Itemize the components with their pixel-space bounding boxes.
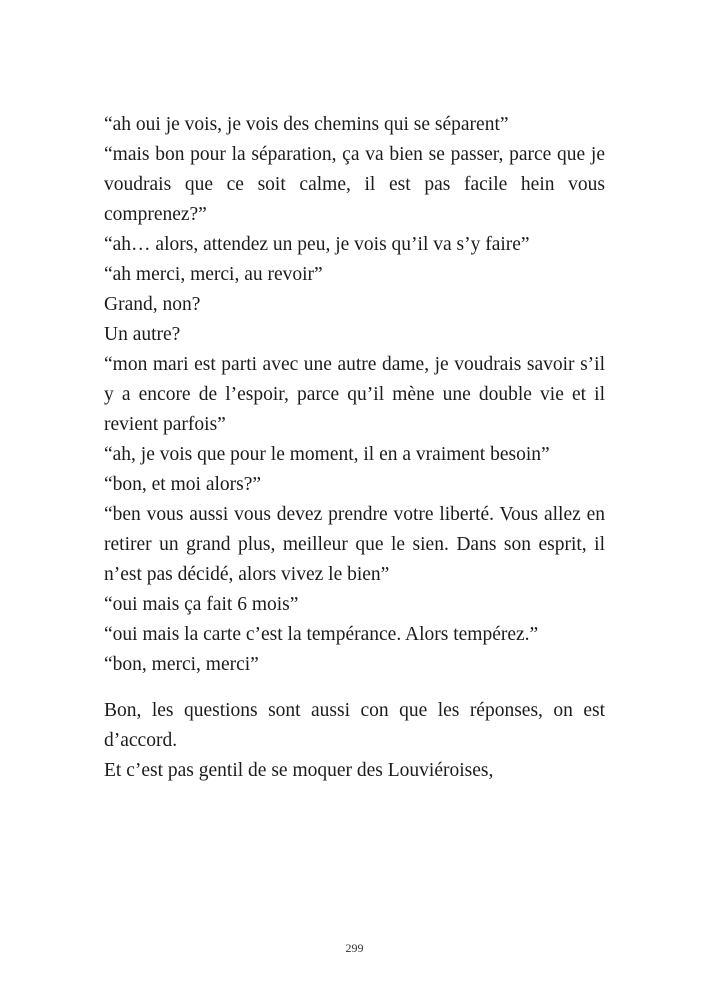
paragraph: “ah oui je vois, je vois des chemins qui se séparent” [104,114,509,135]
paragraph: Un autre? [104,324,181,345]
paragraph: “bon, et moi alors?” [104,474,262,495]
paragraph: Et c’est pas gentil de se moquer des Louviéroises, [104,760,494,781]
paragraph: “ah… alors, attendez un peu, je vois qu’il va s’y faire” [104,234,530,255]
paragraph: “ah, je vois que pour le moment, il en a vraiment besoin” [104,444,550,465]
paragraph: “mon mari est parti avec une autre dame, je voudrais savoir s’il y a encore de l’espoir, parce qu’il mène une double vie et il revient parfois” [104,354,605,435]
paragraph: Bon, les questions sont aussi con que les réponses, on est d’accord. [104,700,605,751]
paragraph: “bon, merci, merci” [104,654,259,675]
paragraph: “ben vous aussi vous devez prendre votre liberté. Vous allez en retirer un grand plus, meilleur que le sien. Dans son esprit, il n’est pas décidé, alors vivez le bien” [104,504,605,585]
page-number: 299 [345,941,364,955]
paragraph: “oui mais la carte c’est la tempérance. Alors tempérez.” [104,624,539,645]
paragraph: Grand, non? [104,294,201,315]
text-block [104,110,605,786]
paragraph: “ah merci, merci, au revoir” [104,264,323,285]
paragraph: “mais bon pour la séparation, ça va bien se passer, parce que je voudrais que ce soit calme, il est pas facile hein vous comprenez?” [104,144,605,225]
paragraph: “oui mais ça fait 6 mois” [104,594,299,615]
